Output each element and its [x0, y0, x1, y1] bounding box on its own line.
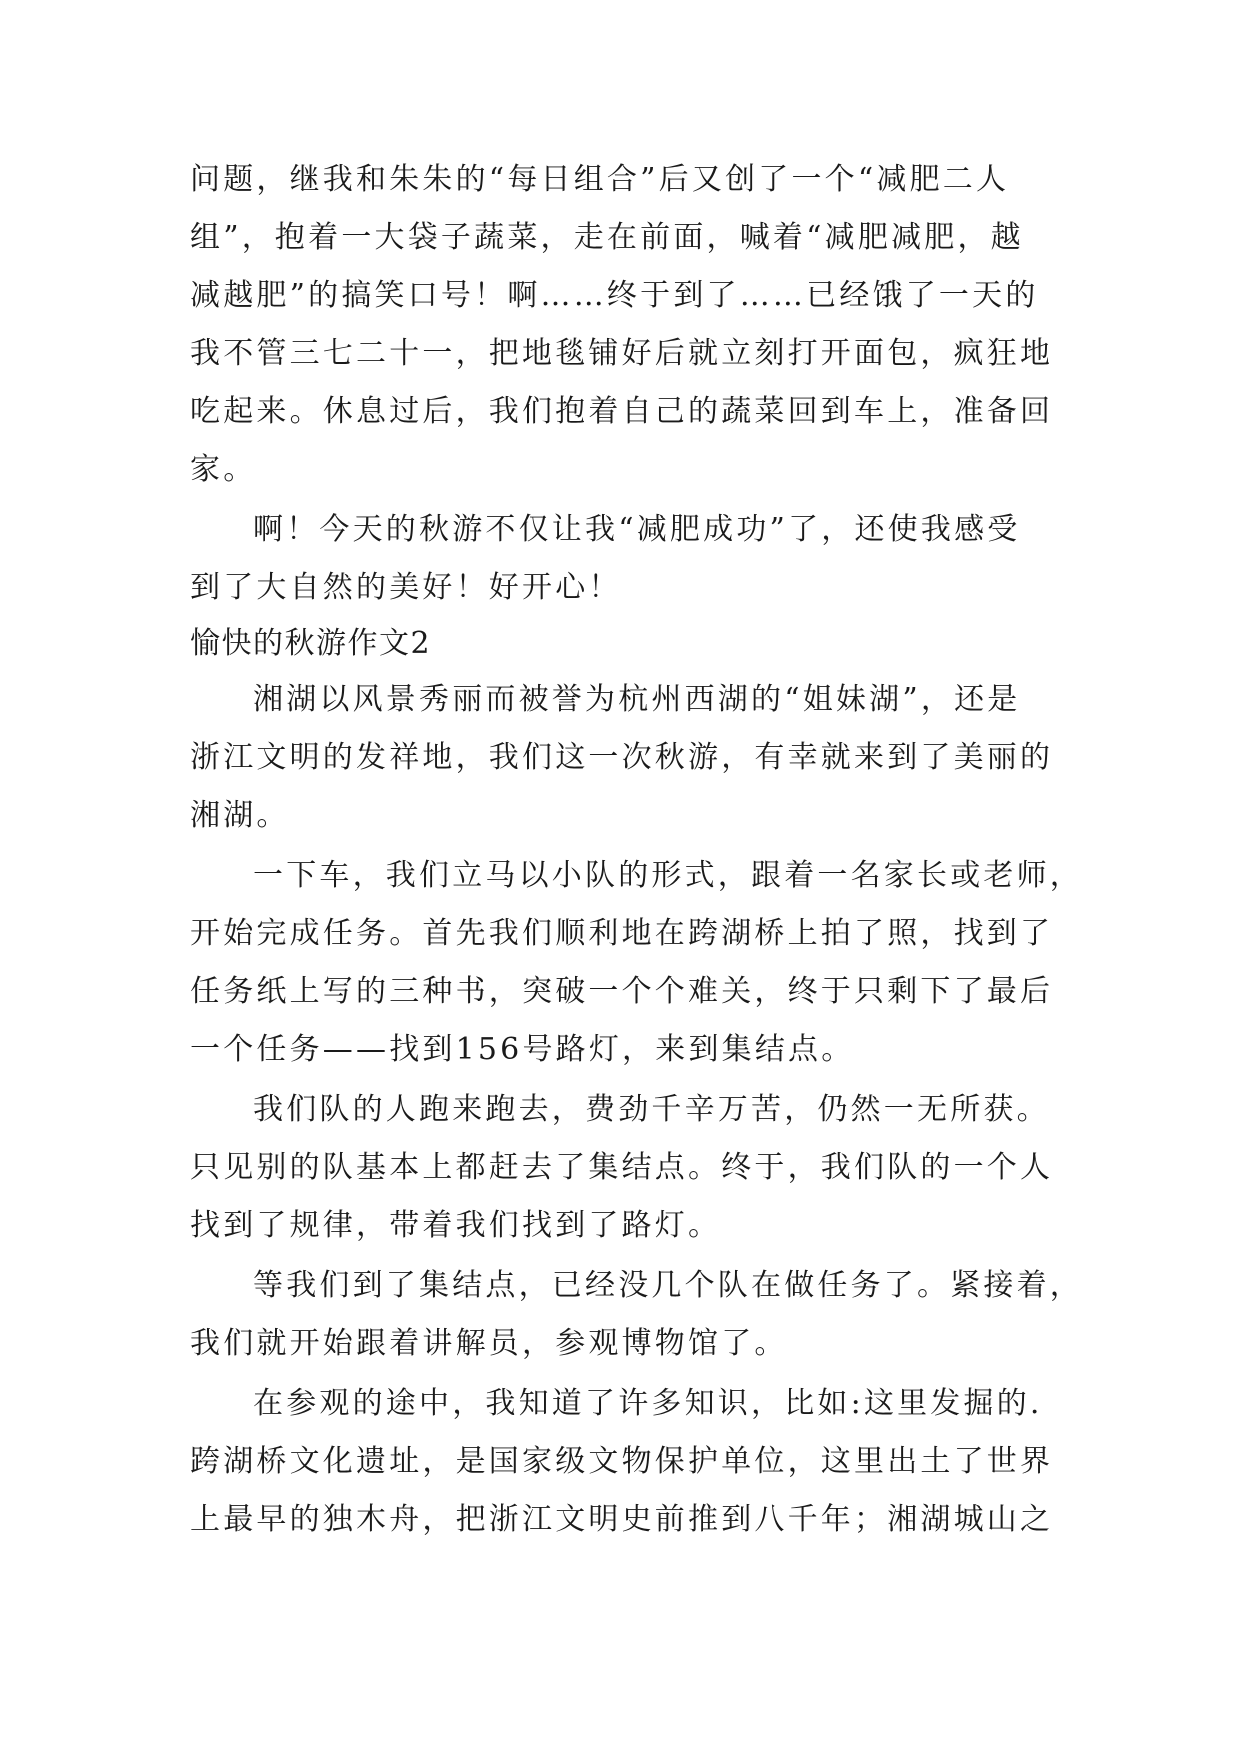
text-line: 只见别的队基本上都赶去了集结点。终于，我们队的一个人: [190, 1150, 1054, 1185]
text-line: 吃起来。休息过后，我们抱着自己的蔬菜回到车上，准备回: [190, 394, 1054, 429]
text-line: 家。: [190, 452, 257, 487]
paragraph-first-line: 我们队的人跑来跑去，费劲千辛万苦，仍然一无所获。: [253, 1092, 1050, 1127]
paragraph-first-line: 啊！今天的秋游不仅让我“减肥成功”了，还使我感受: [253, 512, 1021, 547]
paragraph-first-line: 在参观的途中，我知道了许多知识，比如:这里发掘的.: [253, 1386, 1043, 1421]
text-line: 减越肥”的搞笑口号！啊……终于到了……已经饿了一天的: [190, 278, 1039, 313]
text-line: 开始完成任务。首先我们顺利地在跨湖桥上拍了照，找到了: [190, 916, 1054, 951]
text-line: 找到了规律，带着我们找到了路灯。: [190, 1208, 722, 1243]
text-line: 跨湖桥文化遗址，是国家级文物保护单位，这里出土了世界: [190, 1444, 1054, 1479]
text-line: 上最早的独木舟，把浙江文明史前推到八千年；湘湖城山之: [190, 1502, 1054, 1537]
text-line: 到了大自然的美好！好开心！: [190, 570, 622, 605]
text-line: 湘湖。: [190, 798, 290, 833]
paragraph-first-line: 等我们到了集结点，已经没几个队在做任务了。紧接着，: [253, 1268, 1083, 1303]
text-line: 浙江文明的发祥地，我们这一次秋游，有幸就来到了美丽的: [190, 740, 1054, 775]
paragraph-first-line: 湘湖以风景秀丽而被誉为杭州西湖的“姐妹湖”，还是: [253, 682, 1021, 717]
text-line: 我不管三七二十一，把地毯铺好后就立刻打开面包，疯狂地: [190, 336, 1054, 371]
section-heading: 愉快的秋游作文2: [190, 626, 432, 661]
text-line: 我们就开始跟着讲解员，参观博物馆了。: [190, 1326, 788, 1361]
text-line: 组”，抱着一大袋子蔬菜，走在前面，喊着“减肥减肥，越: [190, 220, 1024, 255]
text-line: 任务纸上写的三种书，突破一个个难关，终于只剩下了最后: [190, 974, 1054, 1009]
text-line: 问题，继我和朱朱的“每日组合”后又创了一个“减肥二人: [190, 162, 1010, 197]
paragraph-first-line: 一下车，我们立马以小队的形式，跟着一名家长或老师，: [253, 858, 1083, 893]
text-line: 一个任务——找到156号路灯，来到集结点。: [190, 1032, 855, 1067]
